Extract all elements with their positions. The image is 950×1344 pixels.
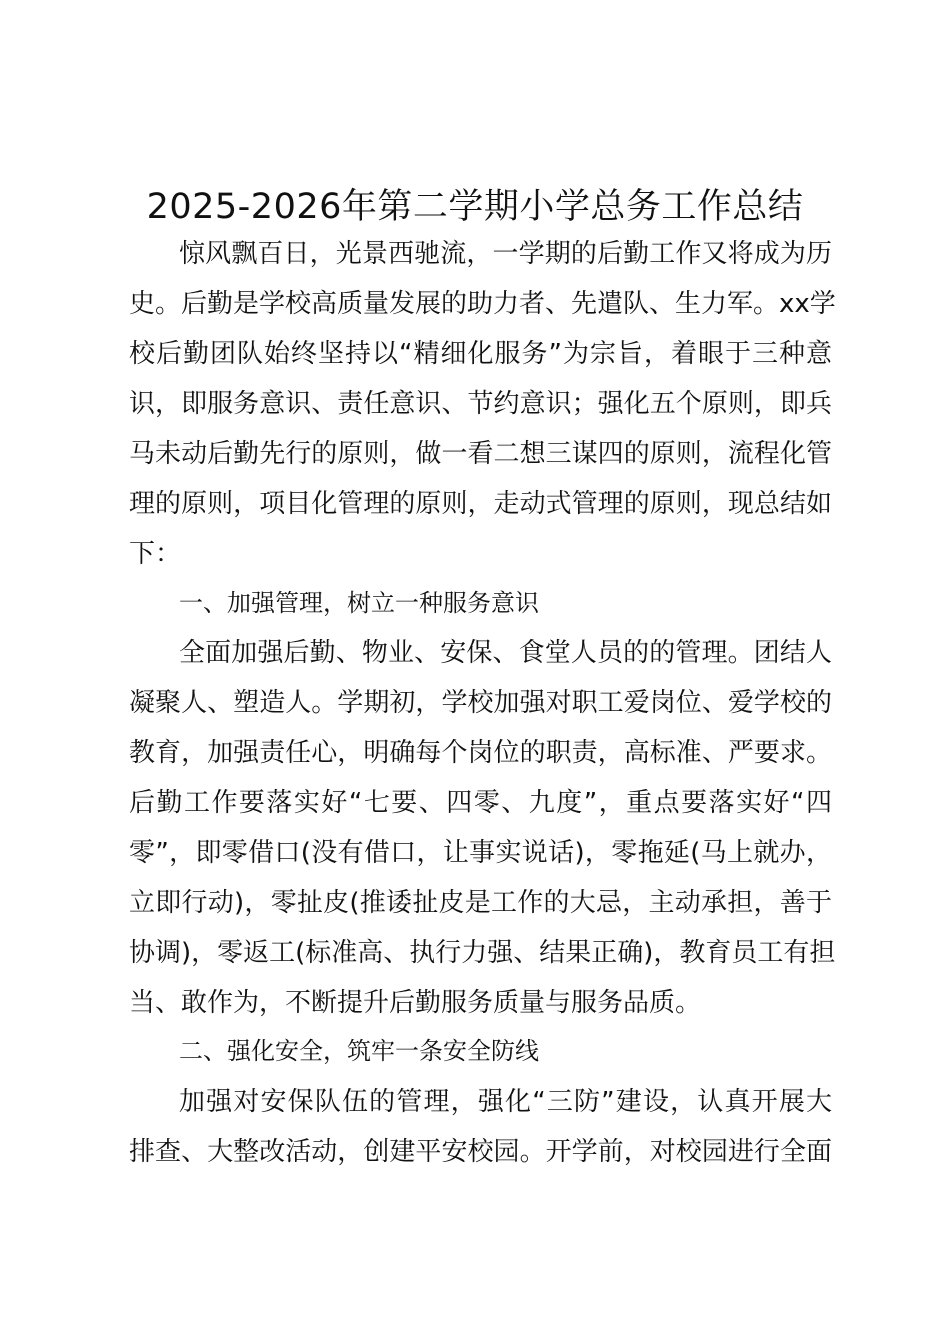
paragraph-line: 校后勤团队始终坚持以“精细化服务”为宗旨，着眼于三种意 [129, 339, 832, 369]
paragraph-line: 当、敢作为，不断提升后勤服务质量与服务品质。 [129, 988, 702, 1018]
paragraph-line: 教育，加强责任心，明确每个岗位的职责，高标准、严要求。 [129, 738, 832, 768]
paragraph-line: 排查、大整改活动，创建平安校园。开学前，对校园进行全面 [129, 1137, 832, 1167]
section-heading-1: 一、加强管理，树立一种服务意识 [179, 589, 539, 617]
paragraph-line: 惊风飘百日，光景西驰流，一学期的后勤工作又将成为历 [179, 239, 832, 269]
paragraph-line: 识，即服务意识、责任意识、节约意识；强化五个原则，即兵 [129, 389, 832, 419]
paragraph-line: 史。后勤是学校高质量发展的助力者、先遣队、生力军。xx学 [129, 289, 836, 319]
paragraph-line: 零”，即零借口(没有借口，让事实说话)，零拖延(马上就办， [129, 838, 832, 868]
section-heading-2: 二、强化安全，筑牢一条安全防线 [179, 1037, 539, 1065]
document-title: 2025-2026年第二学期小学总务工作总结 [146, 187, 804, 227]
paragraph-line: 全面加强后勤、物业、安保、食堂人员的的管理。团结人 [179, 638, 832, 668]
paragraph-line: 协调)，零返工(标准高、执行力强、结果正确)，教育员工有担 [129, 938, 836, 968]
paragraph-line: 凝聚人、塑造人。学期初，学校加强对职工爱岗位、爱学校的 [129, 688, 832, 718]
paragraph-line: 马未动后勤先行的原则，做一看二想三谋四的原则，流程化管 [129, 439, 832, 469]
paragraph-line: 后勤工作要落实好“七要、四零、九度”，重点要落实好“四 [129, 788, 832, 818]
paragraph-line: 下： [129, 539, 182, 569]
paragraph-line: 立即行动)，零扯皮(推诿扯皮是工作的大忌，主动承担，善于 [129, 888, 832, 918]
paragraph-line: 加强对安保队伍的管理，强化“三防”建设，认真开展大 [179, 1087, 832, 1117]
paragraph-line: 理的原则，项目化管理的原则，走动式管理的原则，现总结如 [129, 489, 832, 519]
